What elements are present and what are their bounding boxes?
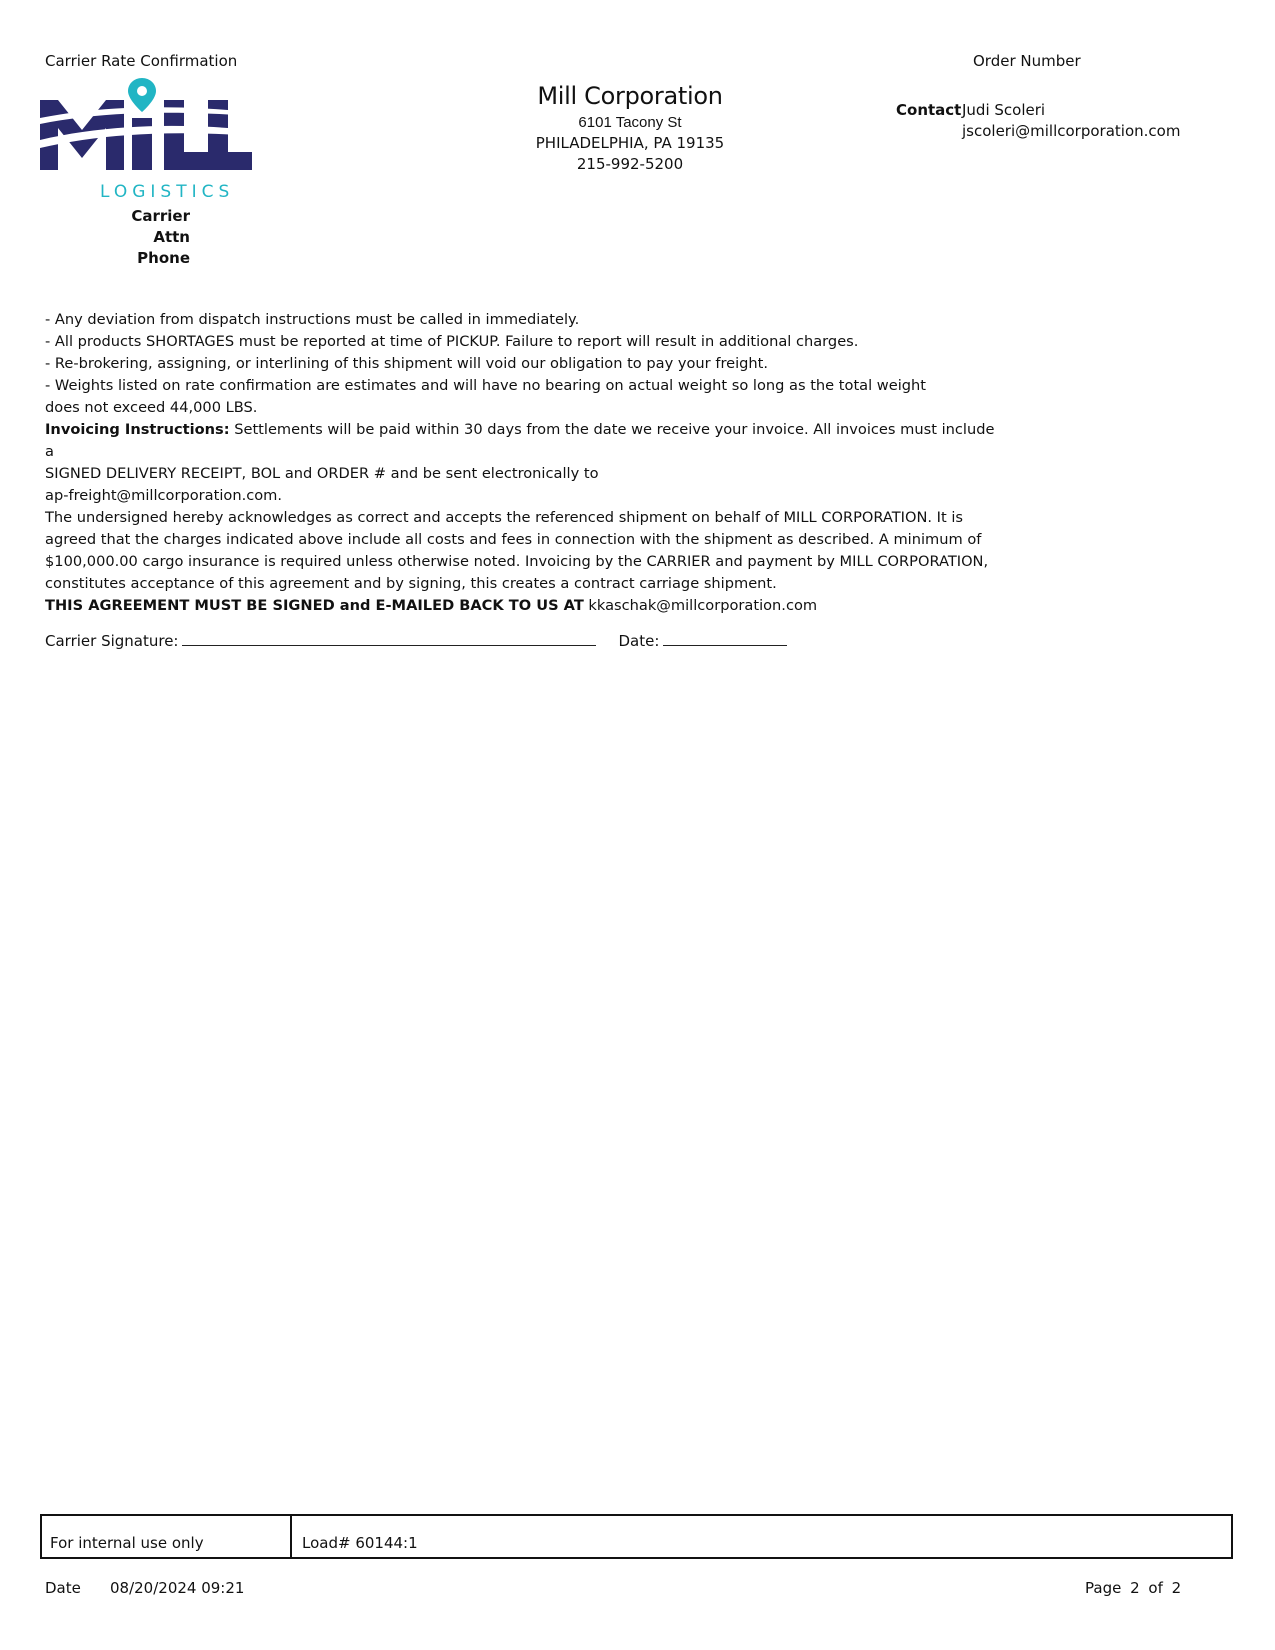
agreement-line <box>45 595 1005 617</box>
carrier-signature-line[interactable] <box>182 631 596 646</box>
carrier-label: Carrier <box>131 207 190 225</box>
company-street: 6101 Tacony St <box>578 114 682 131</box>
signature-row <box>45 631 787 650</box>
term-line: does not exceed 44,000 LBS. <box>45 399 258 416</box>
carrier-labels <box>110 206 190 269</box>
carrier-signature-label: Carrier Signature: <box>45 632 179 650</box>
contact-label: Contact <box>896 101 962 119</box>
ack-line: The undersigned hereby acknowledges as correct and accepts the referenced shipment on behalf of MILL CORPORATION. It is <box>45 509 963 526</box>
contact-email: jscoleri@millcorporation.com <box>962 122 1181 140</box>
footer-date-label: Date <box>45 1579 81 1597</box>
attn-label: Attn <box>153 228 190 246</box>
logo-subtitle: LOGISTICS <box>100 182 235 202</box>
invoicing-email: ap-freight@millcorporation.com. <box>45 487 283 504</box>
invoicing-text-2: SIGNED DELIVERY RECEIPT, BOL and ORDER # and be sent electronically to <box>45 465 599 482</box>
order-number-label: Order Number <box>973 52 1081 70</box>
load-number: Load# 60144:1 <box>302 1534 418 1552</box>
company-name: Mill Corporation <box>537 82 723 110</box>
agreement-bold: THIS AGREEMENT MUST BE SIGNED and E-MAILED BACK TO US AT <box>45 597 584 614</box>
page-indicator: Page 2 of 2 <box>1085 1579 1182 1597</box>
ack-line: agreed that the charges indicated above include all costs and fees in connection with the shipment as described. A minimum of <box>45 531 982 548</box>
company-phone: 215-992-5200 <box>576 155 684 173</box>
term-line: - Weights listed on rate confirmation are estimates and will have no bearing on actual weight so long as the total weight <box>45 377 927 394</box>
signature-date-label: Date: <box>618 632 660 650</box>
agreement-email: kkaschak@millcorporation.com <box>583 597 818 614</box>
terms-section <box>45 309 1005 617</box>
contact-name: Judi Scoleri <box>962 101 1046 119</box>
signature-date-line[interactable] <box>663 631 787 646</box>
company-block <box>480 80 780 175</box>
term-line: - All products SHORTAGES must be reported at time of PICKUP. Failure to report will result in additional charges. <box>45 333 859 350</box>
document-title: Carrier Rate Confirmation <box>45 52 238 70</box>
invoicing-text: Settlements will be paid within 30 days from the date we receive your invoice. All invoices must include a <box>45 421 995 460</box>
phone-label: Phone <box>137 249 190 267</box>
internal-use-box <box>40 1514 1233 1559</box>
company-city: PHILADELPHIA, PA 19135 <box>535 134 725 152</box>
invoicing-label: Invoicing Instructions: <box>45 421 230 438</box>
invoicing-instructions <box>45 419 1005 463</box>
ack-line: constitutes acceptance of this agreement and by signing, this creates a contract carriage shipment. <box>45 575 777 592</box>
ack-line: $100,000.00 cargo insurance is required unless otherwise noted. Invoicing by the CARRIER and payment by MILL CORPORATION, <box>45 553 989 570</box>
term-line: - Any deviation from dispatch instructions must be called in immediately. <box>45 311 580 328</box>
mill-logistics-logo <box>40 78 260 206</box>
map-pin-icon <box>128 78 156 112</box>
term-line: - Re-brokering, assigning, or interlining of this shipment will void our obligation to pay your freight. <box>45 355 769 372</box>
footer-date-value: 08/20/2024 09:21 <box>110 1579 245 1597</box>
internal-use-label: For internal use only <box>42 1516 292 1557</box>
